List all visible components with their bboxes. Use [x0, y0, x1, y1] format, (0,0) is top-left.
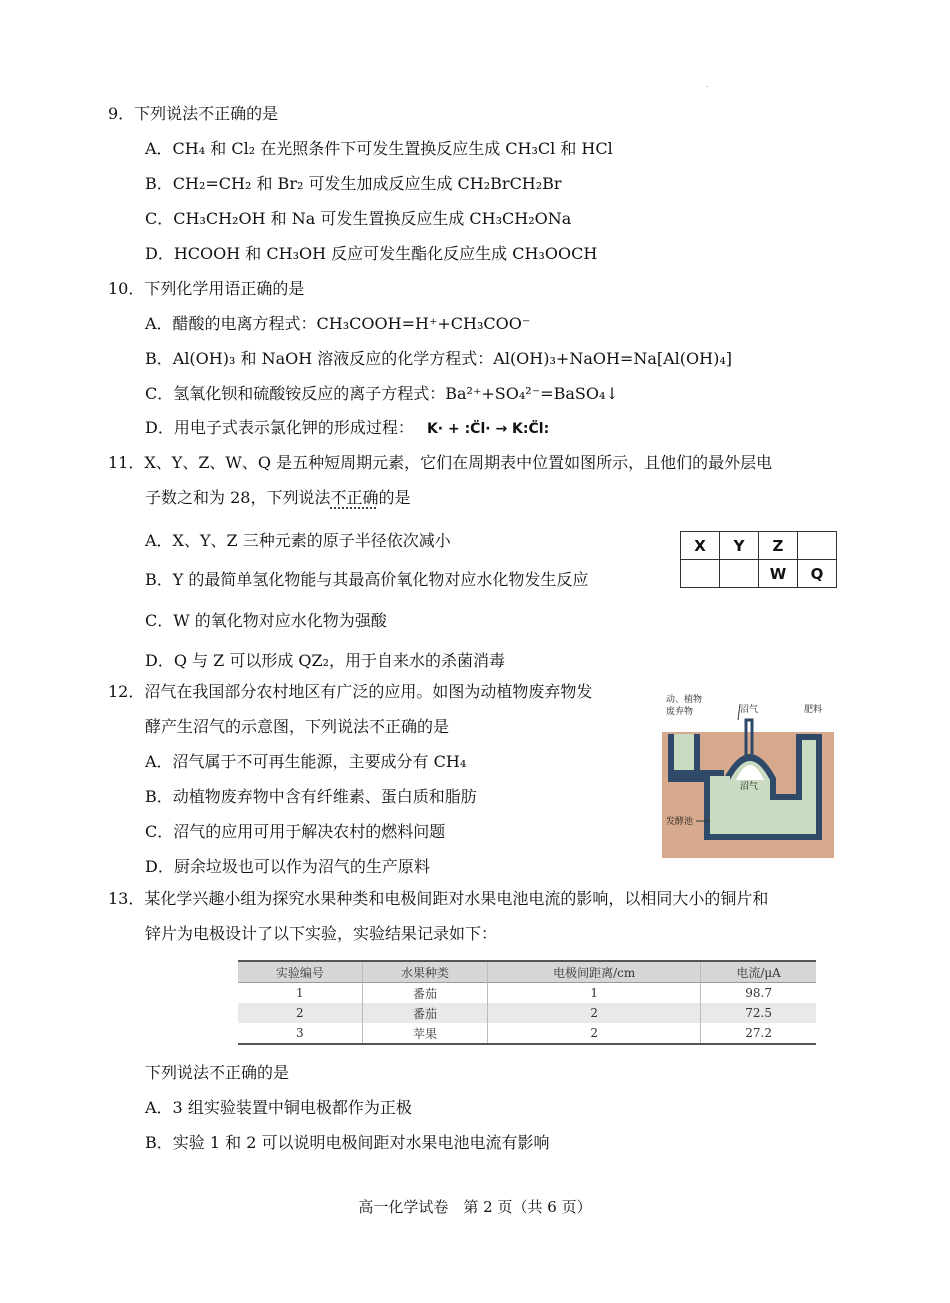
q13-option-b: B．实验 1 和 2 可以说明电极间距对水果电池电流有影响	[145, 1133, 550, 1152]
emphasis-text: 不正确	[330, 488, 379, 507]
q13-stem-line1: 13．某化学兴趣小组为探究水果种类和电极间距对水果电池电流的影响，以相同大小的铜片和	[108, 889, 769, 908]
experiment-table	[238, 960, 816, 1045]
cell-w: W	[759, 560, 798, 588]
q9-option-a: A．CH₄ 和 Cl₂ 在光照条件下可发生置换反应生成 CH₃Cl 和 HCl	[145, 139, 613, 158]
q13-option-a: A．3 组实验装置中铜电极都作为正极	[145, 1098, 412, 1117]
col-header: 水果种类	[362, 961, 488, 983]
label-waste-line2: 废弃物	[666, 707, 694, 717]
q9-stem: 9．下列说法不正确的是	[108, 104, 279, 123]
q13-sub-stem: 下列说法不正确的是	[145, 1063, 290, 1082]
q10-stem: 10．下列化学用语正确的是	[108, 279, 305, 298]
label-gas-dome: 沼气	[740, 782, 759, 792]
q11-stem-text: 子数之和为 28，下列说法	[145, 488, 331, 507]
q10-option-b: B．Al(OH)₃ 和 NaOH 溶液反应的化学方程式：Al(OH)₃+NaOH=Na[Al(OH)₄]	[145, 349, 732, 368]
label-gas-top: 沼气	[740, 705, 759, 715]
q12-stem-line2: 酵产生沼气的示意图，下列说法不正确的是	[145, 717, 450, 736]
q10-option-d-text: D．用电子式表示氯化钾的形成过程：	[145, 418, 414, 437]
table-cell: 72.5	[701, 1003, 816, 1023]
table-row	[238, 1023, 816, 1044]
cell-empty	[798, 532, 837, 560]
q9-option-b: B．CH₂=CH₂ 和 Br₂ 可发生加成反应生成 CH₂BrCH₂Br	[145, 174, 562, 193]
biogas-digester-diagram	[662, 690, 834, 858]
label-fertilizer: 肥料	[804, 705, 823, 715]
table-cell: 1	[296, 986, 304, 1000]
q12-option-d: D．厨余垃圾也可以作为沼气的生产原料	[145, 857, 430, 876]
q11-stem-line1: 11．X、Y、Z、W、Q 是五种短周期元素，它们在周期表中位置如图所示，且他们的最外层电	[108, 453, 773, 472]
q13-stem-line2: 锌片为电极设计了以下实验，实验结果记录如下：	[145, 924, 498, 943]
q11-option-d: D．Q 与 Z 可以形成 QZ₂，用于自来水的杀菌消毒	[145, 651, 506, 670]
cell-x: X	[681, 532, 720, 560]
cell-z: Z	[759, 532, 798, 560]
electron-formula: K· + :C̈l· → K:C̈l:	[426, 421, 550, 437]
q12-option-c: C．沼气的应用可用于解决农村的燃料问题	[145, 822, 446, 841]
table-cell: 番茄	[362, 983, 488, 1004]
label-pool: 发酵池	[666, 817, 694, 827]
col-header: 实验编号	[275, 965, 324, 980]
q10-option-c: C．氢氧化钡和硫酸铵反应的离子方程式：Ba²⁺+SO₄²⁻=BaSO₄↓	[145, 384, 619, 403]
periodic-table-excerpt	[680, 531, 837, 588]
table-cell: 1	[488, 983, 701, 1004]
cell-empty	[681, 560, 720, 588]
page-footer: 高一化学试卷 第 2 页（共 6 页）	[358, 1198, 592, 1216]
label-waste-line1: 动、植物	[666, 695, 703, 705]
table-cell: 27.2	[701, 1023, 816, 1044]
table-cell: 番茄	[362, 1003, 488, 1023]
q10-option-a: A．醋酸的电离方程式：CH₃COOH=H⁺+CH₃COO⁻	[145, 314, 531, 333]
stray-dot: .	[706, 80, 709, 89]
q9-option-d: D．HCOOH 和 CH₃OH 反应可发生酯化反应生成 CH₃OOCH	[145, 244, 598, 263]
table-cell: 2	[488, 1023, 701, 1044]
q9-option-c: C．CH₃CH₂OH 和 Na 可发生置换反应生成 CH₃CH₂ONa	[145, 209, 572, 228]
q12-stem-line1: 12．沼气在我国部分农村地区有广泛的应用。如图为动植物废弃物发	[108, 682, 593, 701]
q11-option-b: B．Y 的最简单氢化物能与其最高价氧化物对应水化物发生反应	[145, 570, 589, 589]
table-cell: 98.7	[701, 983, 816, 1004]
q11-option-c: C．W 的氧化物对应水化物为强酸	[145, 611, 387, 630]
table-cell: 苹果	[362, 1023, 488, 1044]
table-header-row	[238, 961, 816, 983]
q10-option-d	[145, 417, 549, 440]
cell-empty	[720, 560, 759, 588]
cell-y: Y	[720, 532, 759, 560]
q12-option-b: B．动植物废弃物中含有纤维素、蛋白质和脂肪	[145, 787, 477, 806]
q11-stem-end: 的是	[378, 488, 411, 507]
q11-stem-line2	[145, 487, 410, 509]
col-header: 电流/μA	[701, 961, 816, 983]
table-cell: 2	[488, 1003, 701, 1023]
cell-q: Q	[798, 560, 837, 588]
q12-option-a: A．沼气属于不可再生能源，主要成分有 CH₄	[145, 752, 467, 771]
table-cell: 2	[296, 1006, 304, 1020]
q11-option-a: A．X、Y、Z 三种元素的原子半径依次减小	[145, 531, 451, 550]
col-header: 电极间距离/cm	[488, 961, 701, 983]
table-row	[238, 1003, 816, 1023]
table-row	[238, 983, 816, 1004]
table-cell: 3	[296, 1026, 304, 1040]
